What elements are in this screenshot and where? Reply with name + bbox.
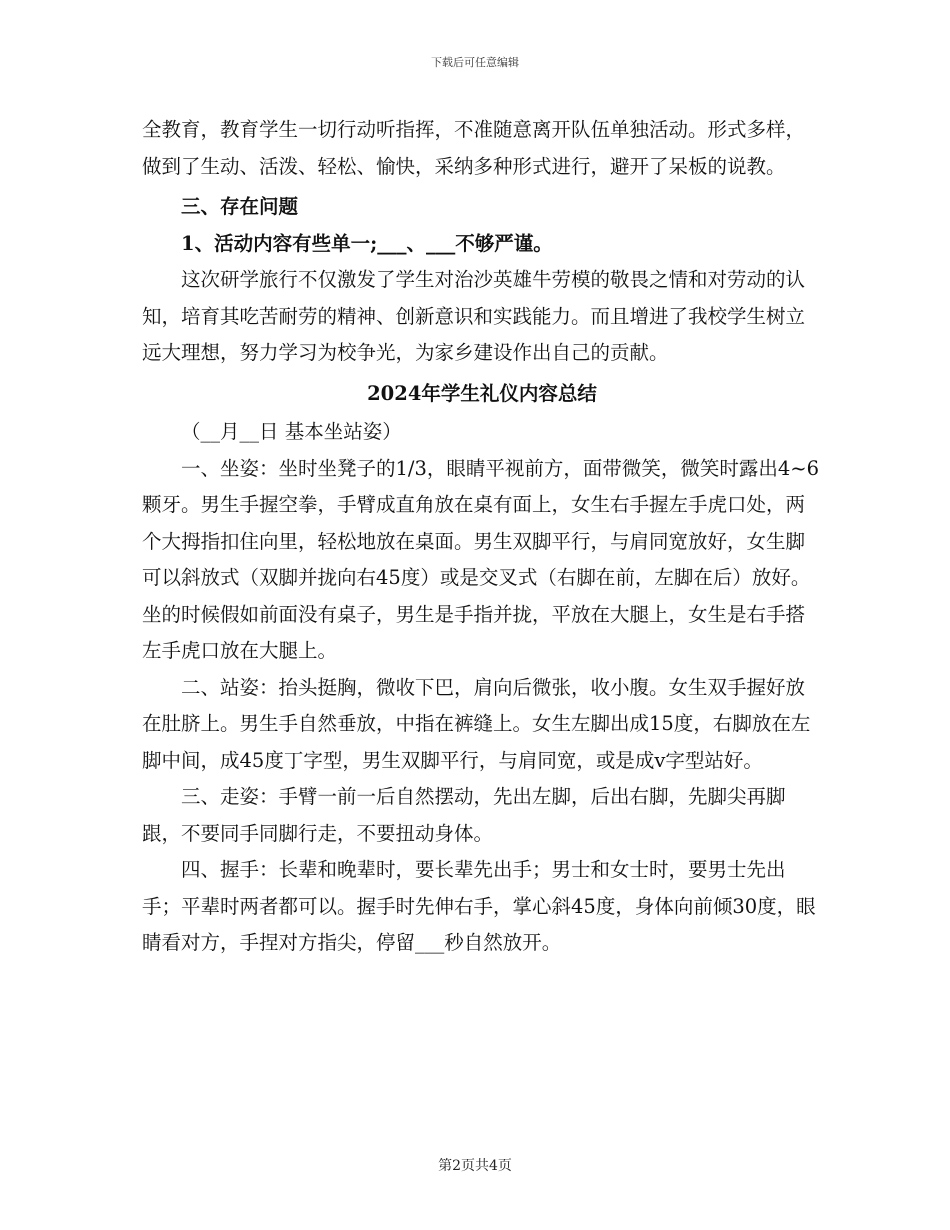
document-body <box>142 112 822 962</box>
date-line: （__月__日 基本坐站姿） <box>181 420 402 443</box>
document-title: 2024年学生礼仪内容总结 <box>367 381 597 405</box>
section-heading-problems: 三、存在问题 <box>181 195 299 218</box>
problem-item-1: 1、活动内容有些单一;___、___不够严谨。 <box>181 231 553 255</box>
paragraph-handshake: 四、握手：长辈和晚辈时，要长辈先出手；男士和女士时，要男士先出手；平辈时两者都可以。握手时先伸右手，掌心斜45度，身体向前倾30度，眼睛看对方，手捏对方指尖，停留___秒自然放开。 <box>142 858 816 954</box>
paragraph-conclusion: 这次研学旅行不仅激发了学生对治沙英雄牛劳模的敬畏之情和对劳动的认知，培育其吃苦耐劳的精神、创新意识和实践能力。而且增进了我校学生树立远大理想，努力学习为校争光，为家乡建设作出自己的贡献。 <box>142 268 806 364</box>
paragraph-safety-education: 全教育，教育学生一切行动听指挥，不准随意离开队伍单独活动。形式多样，做到了生动、活泼、轻松、愉快，采纳多种形式进行，避开了呆板的说教。 <box>142 118 806 178</box>
paragraph-walking-posture: 三、走姿：手臂一前一后自然摆动，先出左脚，后出右脚，先脚尖再脚跟，不要同手同脚行走，不要扭动身体。 <box>142 785 786 845</box>
page-header-note: 下载后可任意编辑 <box>431 56 519 69</box>
paragraph-standing-posture: 二、站姿：抬头挺胸，微收下巴，肩向后微张，收小腹。女生双手握好放在肚脐上。男生手自然垂放，中指在裤缝上。女生左脚出成15度，右脚放在左脚中间，成45度丁字型，男生双脚平行，与肩同宽，或是成v字型站好。 <box>142 675 811 772</box>
page-number: 第2页共4页 <box>438 1158 512 1174</box>
paragraph-sitting-posture: 一、坐姿：坐时坐凳子的1/3，眼睛平视前方，面带微笑，微笑时露出4~6颗牙。男生手握空拳，手臂成直角放在桌有面上，女生右手握左手虎口处，两个大拇指扣住向里，轻松地放在桌面。男生双脚平行，与肩同宽放好，女生脚可以斜放式（双脚并拢向右45度）或是交叉式（右脚在前，左脚在后）放好。坐的时候假如前面没有桌子，男生是手指并拢，平放在大腿上，女生是右手搭左手虎口放在大腿上。 <box>142 456 820 662</box>
